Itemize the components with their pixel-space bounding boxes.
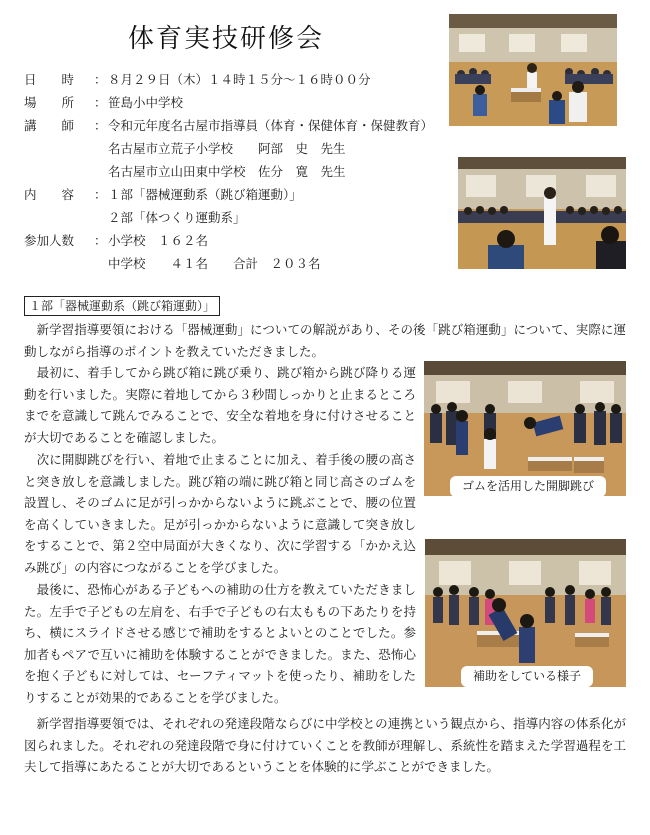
place-label: 場 所 (24, 95, 75, 110)
colon: ： (94, 95, 107, 110)
content-row (24, 185, 302, 204)
section-heading: １部「器械運動系（跳び箱運動）」 (24, 296, 220, 316)
place-row (24, 93, 183, 112)
caption-assist: 補助をしている様子 (461, 666, 593, 687)
lecturer-value: 令和元年度名古屋市指導員（体育・保健体育・保健教育） (108, 118, 434, 133)
participants-2: 中学校 ４１名 合計 ２０３名 (108, 256, 321, 271)
date-row (24, 70, 371, 89)
participants-1: 小学校 １６２名 (108, 233, 209, 248)
colon: ： (94, 233, 107, 248)
participants-row (24, 231, 208, 250)
paragraph-assist: 最後に、恐怖心がある子どもへの補助の仕方を教えていただきました。左手で子どもの左肩を、右手で子どもの右太ももの下あたりを持ち、横にスライドさせる感じで補助をするとよいとのことでした。参加者もペアで互いに補助を体験することができました。また、恐怖心を抱く子どもに対しては、セーフティマットを使ったり、補助をしたりすることが効果的であることを学びました。 (24, 582, 416, 705)
paragraph-open-leg: 次に開脚跳びを行い、着地で止まることに加え、着手後の腰の高さと突き放しを意識しました。跳び箱の端に跳び箱と同じ高さのゴムを設置し、そのゴムに足が引っかからないように跳ぶことで、腰の位置を高くしていきました。足が引っかからないように意識して突き放しをすることで、第２空中局面が大きくなり、次に学習する「かかえ込み跳び」の内容につながることを学びました。 (24, 452, 416, 575)
lecturer-label: 講 師 (24, 118, 75, 133)
colon: ： (94, 72, 107, 87)
paragraph-summary: 新学習指導要領では、それぞれの発達段階ならびに中学校との連携という観点から、指導内容の体系化が図られました。それぞれの発達段階で身に付けていくことを教師が理解し、系統性を踏まえた学習過程を工夫して指導にあたることが大切であるということを体験的に学ぶことができました。 (24, 716, 626, 775)
paragraph-intro: 新学習指導要領における「器械運動」についての解説があり、その後「跳び箱運動」について、実際に運動しながら指導のポイントを教えていただきました。 (24, 322, 626, 359)
content-2: ２部「体つくり運動系」 (108, 210, 246, 225)
caption-rubber: ゴムを活用した開脚跳び (450, 476, 606, 497)
date-value: ８月２９日（木）１４時１５分～１６時００分 (108, 72, 371, 87)
date-label: 日 時 (24, 72, 75, 87)
place-value: 笹島小中学校 (108, 95, 184, 110)
lecturer-row (24, 116, 433, 135)
gym-photo-assist (425, 539, 626, 687)
colon: ： (94, 118, 107, 133)
colon: ： (94, 187, 107, 202)
gym-photo-2 (458, 157, 626, 269)
paragraph-landing: 最初に、着手してから跳び箱に跳び乗り、跳び箱から跳び降りる運動を行いました。実際に着地してから３秒間しっかりと止まるところまでを意識して跳んでみることで、安全な着地を身に付けさせることが大切であることを確認しました。 (24, 365, 416, 445)
page-title: 体育実技研修会 (128, 24, 325, 54)
lecturer-2: 名古屋市立山田東中学校 佐分 寛 先生 (108, 164, 346, 179)
content-1: １部「器械運動系（跳び箱運動）」 (108, 187, 302, 202)
content-label: 内 容 (24, 187, 75, 202)
gym-photo-1 (449, 14, 617, 126)
participants-label: 参加人数 (24, 233, 75, 248)
lecturer-1: 名古屋市立荒子小学校 阿部 史 先生 (108, 141, 346, 156)
